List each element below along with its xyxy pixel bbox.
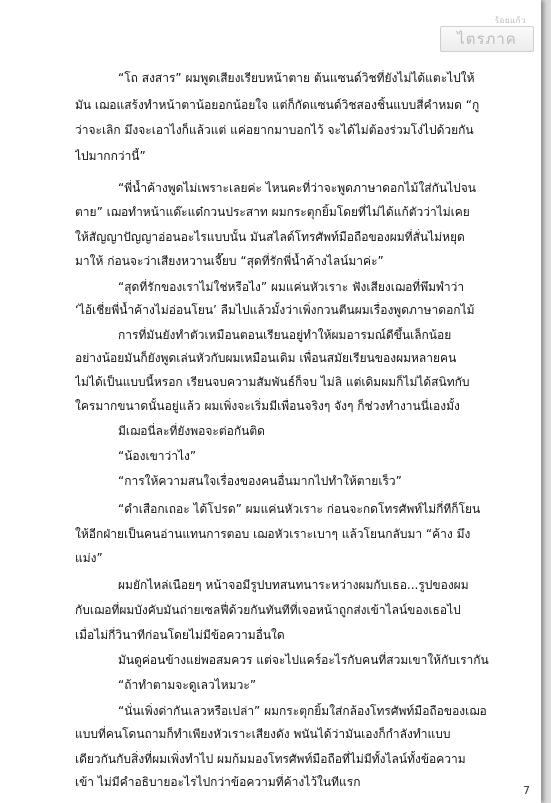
text-line: มันดูค่อนข้างแย่พอสมควร แต่จะไปแคร์อะไรกับคนที่สวมเขาให้กับเรากัน (118, 653, 489, 667)
text-line: อย่างน้อยมันก็ยังพูดเล่นหัวกับผมเหมือนเดิม เพื่อนสมัยเรียนของผมหลายคน (75, 351, 457, 365)
text-line: กับเฌอที่ผมบังคับมันถ่ายเซลฟี่ด้วยกันทันทีที่เจอหน้าถูกส่งเข้าไลน์ของเธอไป (75, 603, 461, 617)
text-line: เข้า ไม่มีคำอธิบายอะไรไปกว่าข้อความที่ค้างไว้ในทีแรก (75, 775, 361, 789)
text-line: “โถ สงสาร” ผมพูดเสียงเรียบหน้าตาย ต้นแซนด์วิชที่ยังไม่ได้แตะไปให้ (118, 71, 475, 85)
text-line: แม่ง” (75, 551, 103, 565)
text-line: ไปมากกว่านี้” (75, 149, 146, 163)
text-line: ใครมากขนาดนั้นอยู่แล้ว ผมเพิ่งจะเริ่มมีเพื่อนจริงๆ จังๆ ก็ช่วงทำงานนี่เองมั้ง (75, 399, 460, 413)
text-line: “สุดที่รักของเราไม่ใช่หรือไง” ผมแค่นหัวเราะ ฟังเสียงเฌอที่พึมพำว่า (118, 280, 465, 294)
text-line: แบบที่คนโดนถามก็ทำเพียงหัวเราะเสียงดัง พนันได้ว่ามันเองก็กำลังทำแบบ (75, 727, 451, 741)
text-line: ให้สัญญาปัญญาอ่อนอะไรแบบนั้น มันสไลด์โทรศัพท์มือถือของผมที่สั่นไม่หยุด (75, 230, 465, 244)
text-line: เดียวกันกับสิ่งที่ผมเพิ่งทำไป ผมก้มมองโทรศัพท์มือถือที่ไม่มีทั้งไลน์ทั้งข้อความ (75, 752, 466, 766)
text-line: มัน เฌอแสร้งทำหน้าตาน้อยอกน้อยใจ แต่ก็กัดแซนด์วิชสองชิ้นแบบสี่คำหมด “กู (75, 98, 480, 112)
text-line: “การให้ความสนใจเรื่องของคนอื่นมากไปทำให้ตายเร็ว” (118, 474, 402, 488)
text-line: ตาย” เฌอทำหน้าแด๊ะแด๋กวนประสาท ผมกระตุกยิ้มโดยที่ไม่ได้แก้ตัวว่าไม่เคย (75, 205, 470, 219)
text-line: “น้องเขาว่าไง” (118, 449, 197, 463)
text-line: ว่าจะเลิก มึงจะเอาไงก็แล้วแต่ แค่อยากมาบอกไว้ จะได้ไม่ต้องร่วมโง่ไปด้วยกัน (75, 123, 474, 137)
text-line: ให้อีกฝ่ายเป็นคนอ่านแทนการตอบ เฌอหัวเราะเบาๆ แล้วโยนกลับมา “ค้าง มึง (75, 527, 471, 541)
text-line: ไม่ได้เป็นแบบนี้หรอก เรียนจบความสัมพันธ์ก็จบ ไม่ลิ แต่เดิมผมก็ไม่ได้สนิทกับ (75, 375, 470, 389)
logo-small-text: ร้อยแก้ว (494, 16, 526, 25)
text-line: ‘ไอ้เชี่ยพี่น้ำค้างไม่อ่อนโยน’ ลืมไปแล้วมั้งว่าเพิ่งกวนตีนผมเรื่องพูดภาษาดอกไม้ (75, 303, 475, 317)
text-line: “ถ้าทำตามจะดูเลวไหมวะ” (118, 678, 257, 692)
text-line: มีเฌอนี่ละที่ยังพอจะต่อกันติด (118, 424, 265, 438)
text-line: “ดำเสือกเถอะ ได้โปรด” ผมแค่นหัวเราะ ก่อนจะกดโทรศัพท์ไม่กี่ทีก็โยน (118, 502, 481, 516)
text-line: มาให้ ก่อนจะว่าเสียงหวานเจี๊ยบ “สุดที่รักพี่น้ำค้างไลน์มาค่ะ” (75, 254, 384, 268)
text-line: การที่มันยังทำตัวเหมือนตอนเรียนอยู่ทำให้ผมอารมณ์ดีขึ้นเล็กน้อย (118, 328, 452, 342)
logo-text: ไตรภาค (440, 26, 534, 52)
page-number: 7 (523, 784, 530, 797)
text-line: “นั่นเพิ่งด่ากันเลวหรือเปล่า” ผมกระตุกยิ้มใส่กล้องโทรศัพท์มือถือของเฌอ (118, 704, 487, 718)
text-line: “พี่น้ำค้างพูดไม่เพราะเลยค่ะ ไหนคะที่ว่าจะพูดภาษาดอกไม้ใส่กันไปจน (118, 181, 476, 195)
text-line: ผมยักไหล่เนือยๆ หน้าจอมีรูปบทสนทนาระหว่างผมกับเธอ...รูปของผม (118, 578, 469, 592)
text-line: เมื่อไม่กี่วินาทีก่อนโดยไม่มีข้อความอื่นใด (75, 628, 285, 642)
